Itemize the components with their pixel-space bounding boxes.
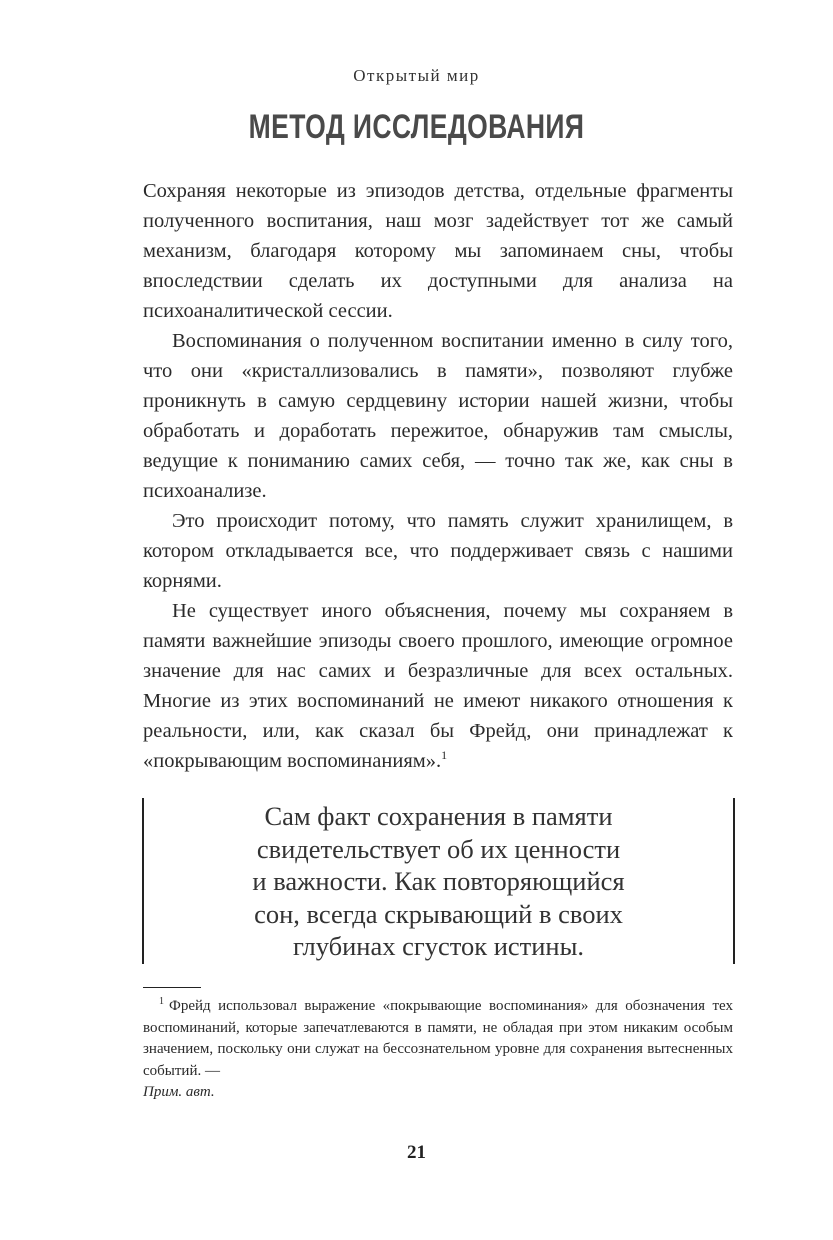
footnote-text: Фрейд использовал выражение «покрывающие воспоминания» для обозначения тех воспоминаний, которые запечатлеваются в памяти, не обладая при этом никаким особым значением, поскольку они служат на бессознательном уровне для сохранения вытесненных событий. — <box>143 998 733 1079</box>
pull-quote-line: глубинах сгусток истины. <box>292 931 585 961</box>
pull-quote <box>142 798 735 964</box>
page-number: 21 <box>407 1142 426 1163</box>
body-text <box>143 176 733 776</box>
running-head: Открытый мир <box>353 66 480 85</box>
paragraph-4 <box>143 596 733 776</box>
paragraph-4-text: Не существует иного объяснения, почему мы сохраняем в памяти важнейшие эпизоды своего прошлого, имеющие огромное значение для нас самих и безразличные для всех остальных. Многие из этих воспоминаний не имеют никакого отношения к реальности, или, как сказал бы Фрейд, они принадлежат к «покрывающим воспоминаниям». <box>143 600 733 772</box>
pull-quote-line: свидетельствует об их ценности <box>256 833 621 864</box>
paragraph-1: Сохраняя некоторые из эпизодов детства, отдельные фрагменты полученного воспитания, наш мозг задействует тот же самый механизм, благодаря которому мы запоминаем сны, чтобы впоследствии сделать их доступными для анализа на психоаналитической сессии. <box>143 180 733 322</box>
footnote-attribution: Прим. авт. <box>143 1084 215 1100</box>
footnote-divider <box>143 987 201 988</box>
pull-quote-line: Сам факт сохранения в памяти <box>264 801 613 831</box>
footnote-number: 1 <box>159 996 164 1007</box>
chapter-title: МЕТОД ИССЛЕДОВАНИЯ <box>248 108 585 146</box>
footnote-reference[interactable]: 1 <box>441 748 448 763</box>
paragraph-2: Воспоминания о полученном воспитании именно в силу того, что они «кристаллизовались в памяти», позволяют глубже проникнуть в самую сердцевину истории нашей жизни, чтобы обработать и доработать пережитое, обнаружив там смыслы, ведущие к пониманию самих себя, — точно так же, как сны в психоанализе. <box>143 330 733 502</box>
footnote <box>143 996 733 1104</box>
pull-quote-line: сон, всегда скрывающий в своих <box>254 898 623 929</box>
paragraph-3: Это происходит потому, что память служит хранилищем, в котором откладывается все, что поддерживает связь с нашими корнями. <box>143 510 733 592</box>
pull-quote-text <box>144 798 733 963</box>
pull-quote-line: и важности. Как повторяющийся <box>252 866 625 896</box>
